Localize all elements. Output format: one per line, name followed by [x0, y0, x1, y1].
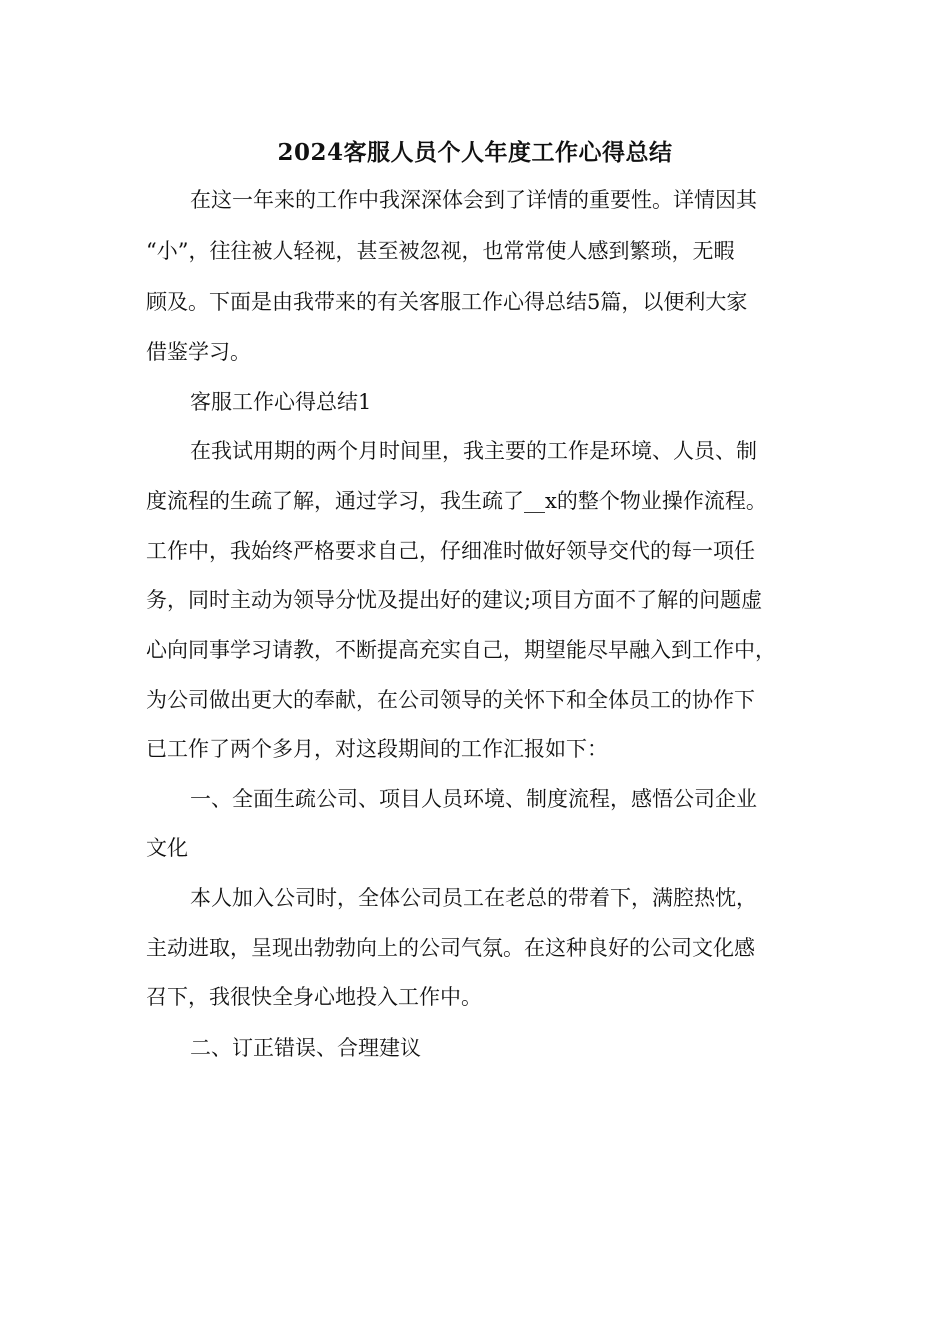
- paragraph-line: 工作中，我始终严格要求自己，仔细准时做好领导交代的每一项任: [146, 539, 755, 563]
- paragraph-line: 在这一年来的工作中我深深体会到了详情的重要性。详情因其: [190, 188, 757, 212]
- section-heading: 二、订正错误、合理建议: [190, 1036, 421, 1060]
- section-heading: 客服工作心得总结1: [190, 390, 372, 414]
- paragraph-line: 召下，我很快全身心地投入工作中。: [146, 985, 482, 1009]
- paragraph-line: 主动进取，呈现出勃勃向上的公司气氛。在这种良好的公司文化感: [146, 936, 755, 960]
- paragraph-line: 本人加入公司时，全体公司员工在老总的带着下，满腔热忱，: [190, 886, 757, 910]
- section-heading: 一、全面生疏公司、项目人员环境、制度流程，感悟公司企业: [190, 787, 757, 811]
- paragraph-line: “小”，往往被人轻视，甚至被忽视，也常常使人感到繁琐，无暇: [146, 239, 735, 263]
- paragraph-line: 借鉴学习。: [146, 340, 251, 364]
- paragraph-line: 在我试用期的两个月时间里，我主要的工作是环境、人员、制: [190, 439, 757, 463]
- paragraph-line: 度流程的生疏了解，通过学习，我生疏了__x的整个物业操作流程。: [146, 489, 767, 513]
- section-heading-continued: 文化: [146, 836, 188, 860]
- paragraph-line: 为公司做出更大的奉献，在公司领导的关怀下和全体员工的协作下: [146, 688, 755, 712]
- paragraph-line: 已工作了两个多月，对这段期间的工作汇报如下：: [146, 737, 608, 761]
- document-title: 2024客服人员个人年度工作心得总结: [277, 139, 673, 166]
- paragraph-line: 务，同时主动为领导分忧及提出好的建议;项目方面不了解的问题虚: [146, 588, 763, 612]
- paragraph-line: 顾及。下面是由我带来的有关客服工作心得总结5篇，以便利大家: [146, 290, 748, 314]
- paragraph-line: 心向同事学习请教，不断提高充实自己，期望能尽早融入到工作中，: [146, 638, 776, 662]
